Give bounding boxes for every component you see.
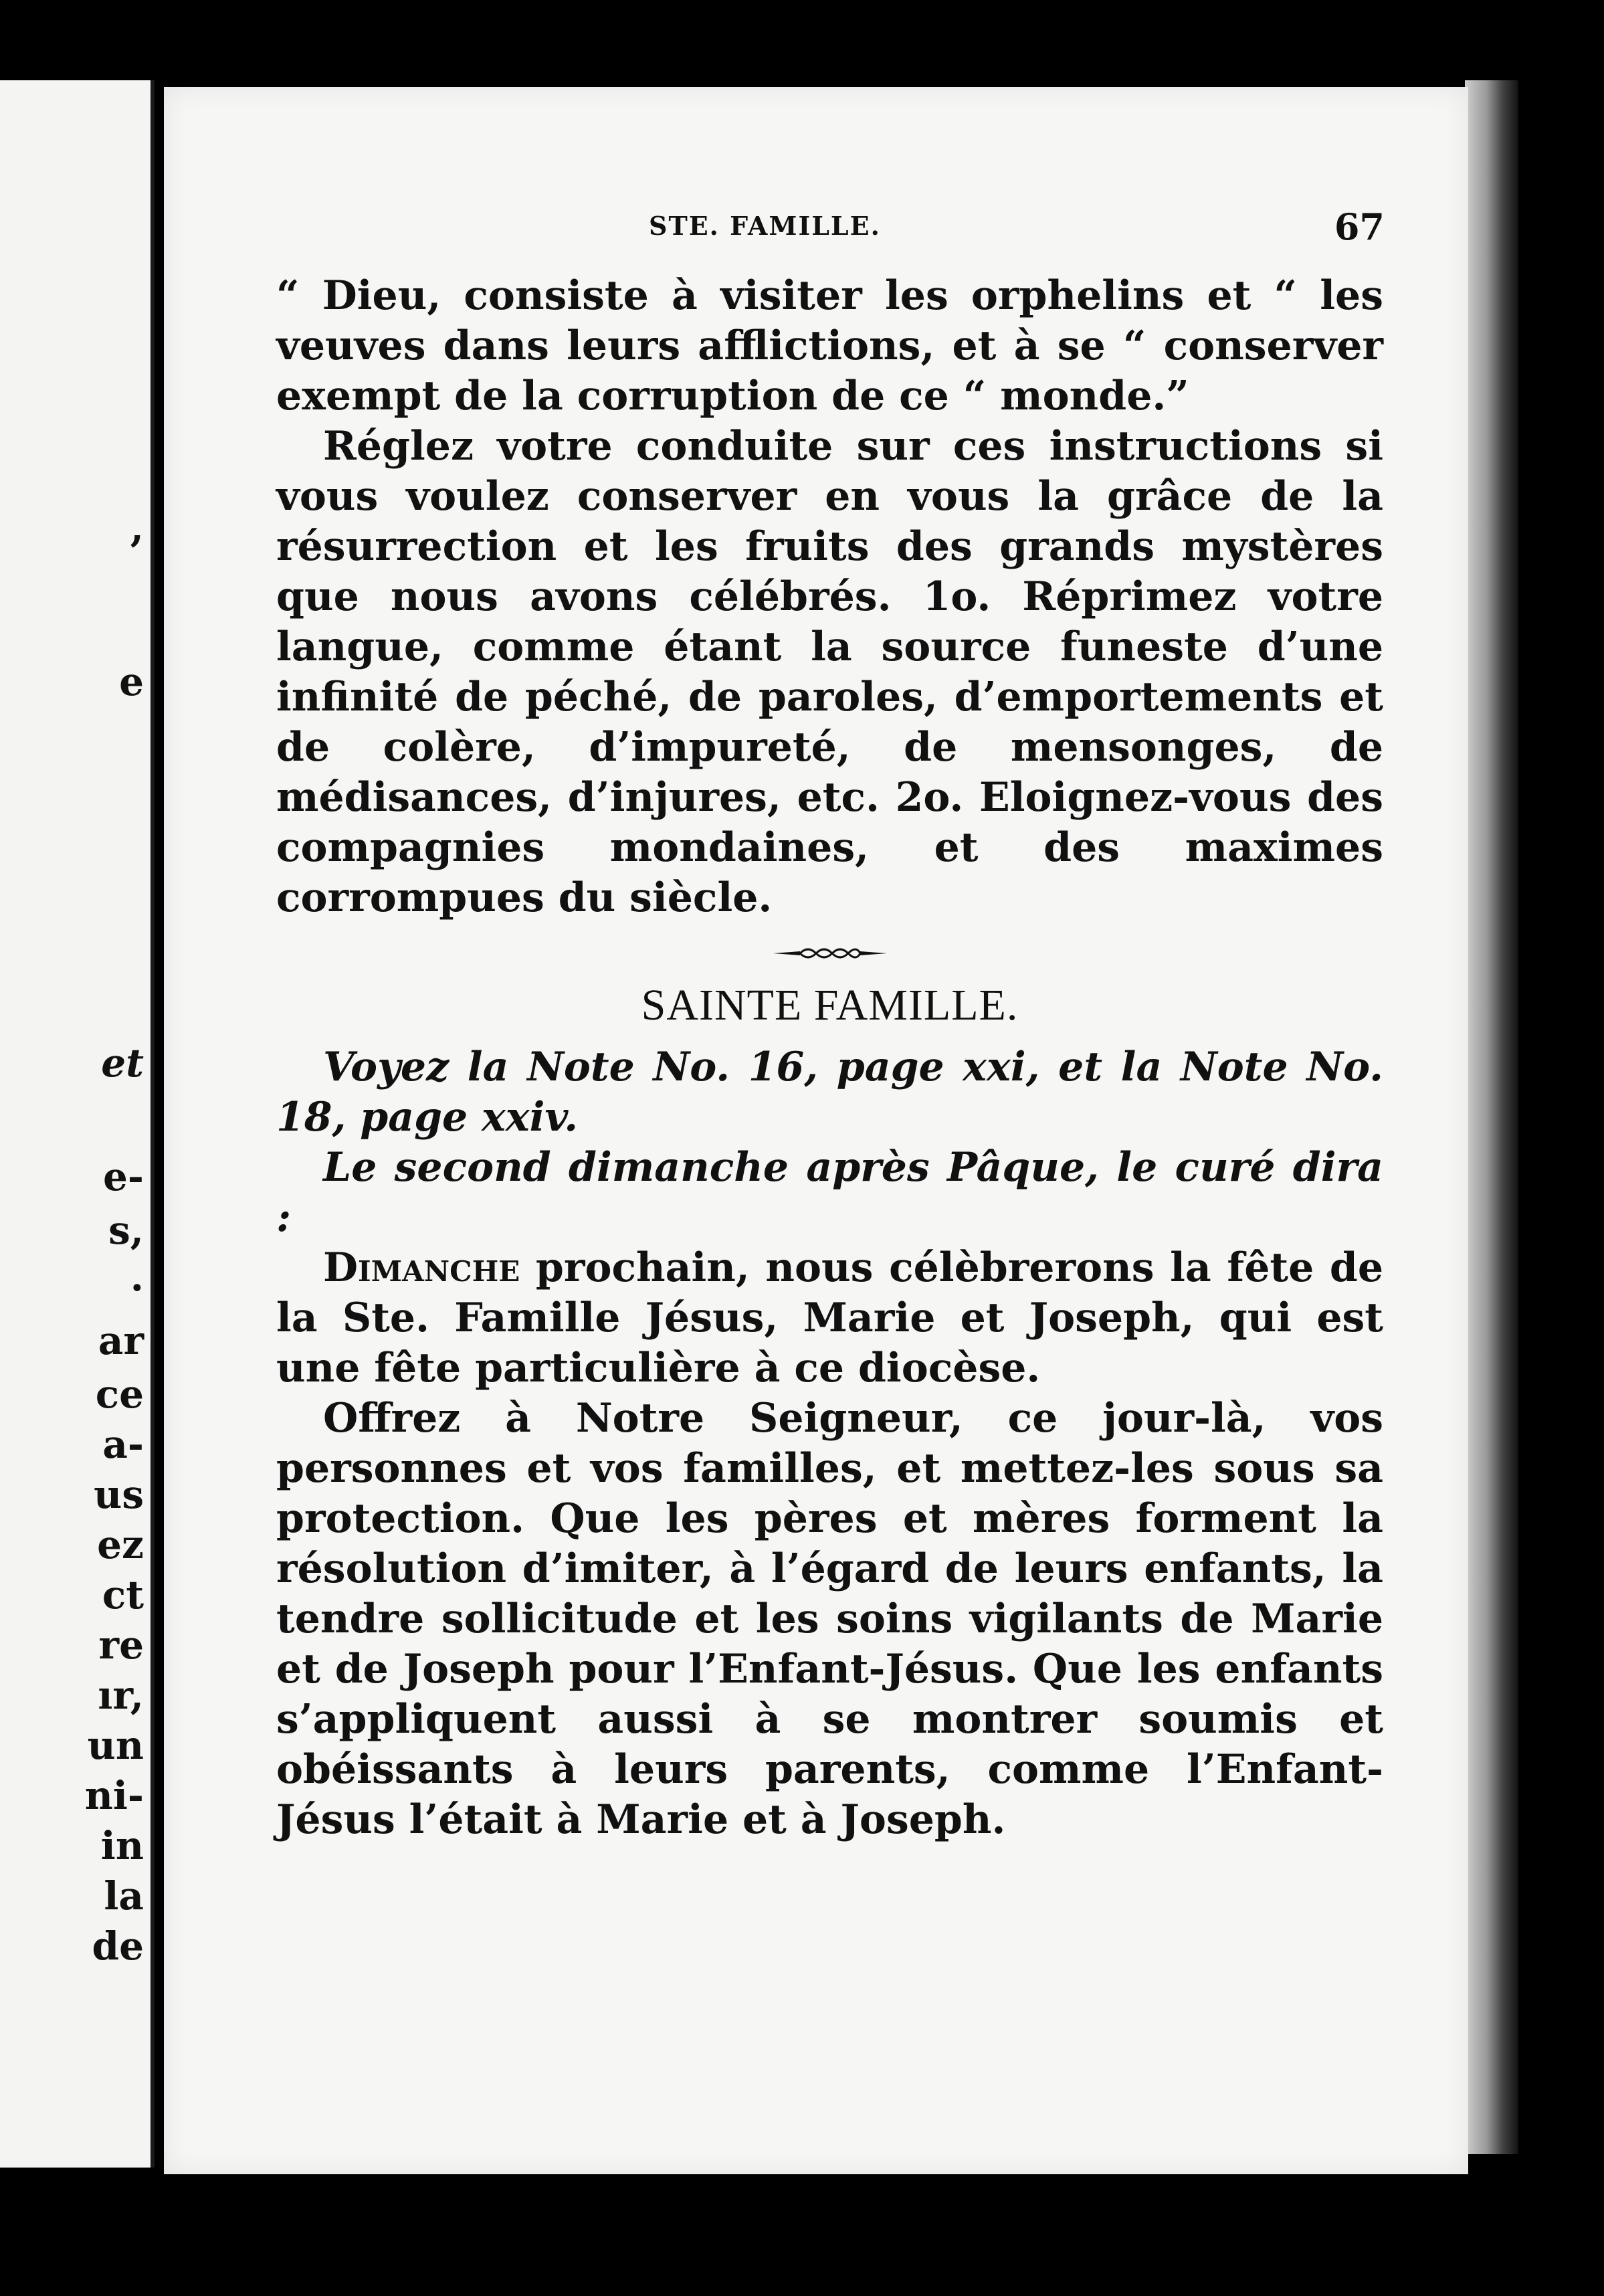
- prev-page-fragment: et: [101, 1040, 144, 1086]
- prev-page-fragment: ni-: [84, 1773, 144, 1818]
- prev-page-fragment: un: [87, 1723, 144, 1768]
- page-number: 67: [1334, 205, 1385, 248]
- page-header: [164, 205, 1468, 264]
- running-head: STE. FAMILLE.: [649, 211, 881, 241]
- prev-page-fragment: .: [130, 1254, 144, 1300]
- prev-page-fragment: re: [98, 1622, 144, 1668]
- announcement-lead: Dimanche: [323, 1244, 520, 1291]
- prev-page-fragment: e: [119, 659, 144, 704]
- prev-page-fragment: in: [100, 1823, 144, 1869]
- note-reference: Voyez la Note No. 16, page xxi, et la Note No. 18, page xxiv.: [276, 1044, 1383, 1141]
- prev-page-fragment: de: [92, 1923, 144, 1969]
- page-body: [276, 271, 1383, 1845]
- prev-page-fragment: la: [104, 1873, 144, 1919]
- rubric-instruction: Le second dimanche après Pâque, le curé dira :: [276, 1144, 1383, 1241]
- previous-page-edge: [0, 80, 155, 2168]
- exhortation-paragraph: Offrez à Notre Seigneur, ce jour-là, vos personnes et vos familles, et mettez-les sous sa protection. Que les pères et mères forment la résolution d’imiter, à l’égard de leurs enfants, la tendre sollicitude et les soins vigilants de Marie et de Joseph pour l’Enfant-Jésus. Que les enfants s’appliquent aussi à se montrer soumis et obéissants à leurs parents, comme l’Enfant-Jésus l’était à Marie et à Joseph.: [276, 1395, 1383, 1843]
- prev-page-fragment: ,: [130, 505, 144, 551]
- prev-page-fragment: ar: [98, 1318, 144, 1363]
- prev-page-fragment: a-: [102, 1422, 144, 1467]
- prev-page-fragment: ır,: [98, 1672, 144, 1718]
- announcement-paragraph: [276, 1243, 1383, 1394]
- prev-page-fragment: s,: [108, 1208, 144, 1253]
- prev-page-fragment: e-: [103, 1154, 144, 1200]
- prev-page-fragment: us: [94, 1472, 144, 1517]
- prev-page-fragment: ez: [97, 1522, 144, 1567]
- book-page: [164, 87, 1468, 2174]
- prev-page-fragment: ce: [95, 1371, 144, 1417]
- instruction-paragraph: Réglez votre conduite sur ces instructions si vous voulez conserver en vous la grâce de la résurrection et les fruits des grands mystères que nous avons célébrés. 1o. Réprimez votre langue, comme étant la source funeste d’une infinité de péché, de paroles, d’emportements et de colère, d’impureté, de mensonges, de médisances, d’injures, etc. 2o. Eloignez-vous des compagnies mondaines, et des maximes corrompues du siècle.: [276, 423, 1383, 921]
- section-title: SAINTE FAMILLE.: [641, 981, 1019, 1030]
- prev-page-fragment: ct: [102, 1572, 144, 1618]
- announcement-text: prochain, nous célèbrerons la fête de la Ste. Famille Jésus, Marie et Joseph, qui est une fête particulière à ce diocèse.: [276, 1244, 1383, 1392]
- quote-paragraph: “ Dieu, consiste à visiter les orphelins et “ les veuves dans leurs afflictions, et à se “ conserver exempt de la corruption de ce “ monde.”: [276, 272, 1383, 419]
- ornament-divider-icon: [773, 943, 887, 963]
- page-edge-stack: [1465, 80, 1518, 2154]
